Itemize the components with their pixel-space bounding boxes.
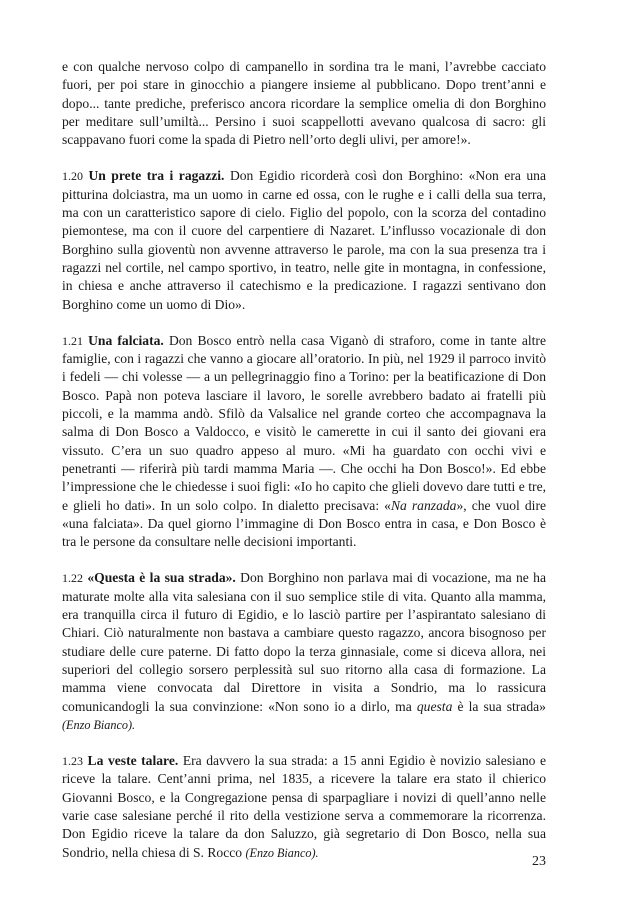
section-text-cont: è la sua strada» [452,698,546,714]
section-1-22 [62,569,546,734]
intro-paragraph: e con qualche nervoso colpo di campanello in sordina tra le mani, l’avrebbe cacciato fuori, per poi stare in ginocchio a piangere insieme al pubblicano. Dopo trent’anni e dopo... tante prediche, preferisco ancora ricordare la semplice omelia di don Borghino per meditare sull’umiltà... Persino i suoi scappellotti avevano qualcosa di sacro: gli scappavano fuori come la spada di Pietro nell’orto degli ulivi, per amore!». [62,59,546,148]
section-title: La veste talare. [87,753,179,769]
section-text: Don Bosco entrò nella casa Viganò di straforo, come in tante altre famiglie, con i ragazzi che vanno a giocare all’oratorio. In più, nel 1929 il parroco invitò i fedeli — chi volesse — a un pellegrinaggio fino a Torino: per la beatificazione di Don Bosco. Papà non poteva lasciare il lavoro, le sorelle avrebbero badato ai fratelli più piccoli, e la mamma andò. Sfilò da Valsalice nel grande corteo che accompagnava la salma di Don Bosco a Valdocco, e visitò le camerette in cui il santo dei giovani era vissuto. C’era un suo quadro appeso al muro. «Mi ha guardato con occhi vivi e penetranti — riferirà più tardi mamma Maria —. Che occhi ha Don Bosco!». Ed ebbe l’impressione che le chiedesse i suoi figli: «Io ho capito che glieli dovevo dare tutti e tre, e glieli ho dati». In un solo colpo. In dialetto precisava: « [62,332,546,513]
source-citation: (Enzo Bianco). [62,717,136,732]
section-number: 1.22 [62,571,83,586]
section-1-20 [62,167,546,313]
section-number: 1.23 [62,754,83,769]
section-text: Don Egidio ricorderà così don Borghino: «Non era una pitturina dolciastra, ma un uomo in carne ed ossa, con le rughe e i calli della sua terra, ma con un caratteristico sapore di cielo. Figlio del popolo, con la scorza del contadino piemontese, ma con il cuore del carpentiere di Nazaret. L’influsso vocazionale di don Borghino sulla gioventù non avvenne attraverso le parole, ma con la sua presenza tra i ragazzi nel cortile, nel campo sportivo, in teatro, nelle gite in montagna, in confessione, in chiesa e anche attraverso il catechismo e la predicazione. I ragazzi sentivano don Borghino come un uomo di Dio». [62,168,546,312]
page-number: 23 [532,854,546,869]
section-title: Un prete tra i ragazzi. [88,168,225,184]
section-text: Don Borghino non parlava mai di vocazione, ma ne ha maturate molte alla vita salesiana con il suo semplice stile di vita. Quanto alla mamma, era tranquilla circa il futuro di Egidio, e lo lasciò partire per l’aspirantato salesiano di Chiari. Ciò naturalmente non bastava a cambiare questo ragazzo, ancora bisognoso per studiare delle cure paterne. Di fatto dopo la terza ginnasiale, come si diceva allora, nei superiori del collegio sorsero perplessità sul suo ritorno alla casa di formazione. La mamma viene convocata dal Direttore in visita a Sondrio, ma lo rassicura comunicandogli la sua convinzione: «Non sono io a dirlo, ma [62,570,546,714]
section-text-cont: », che vuol dire «una falciata». Da quel giorno l’immagine di Don Bosco entra in casa, e Don Bosco è tra le persone da consultare nelle decisioni importanti. [62,497,547,550]
section-title: Una falciata. [88,332,164,348]
section-1-23 [62,752,546,862]
section-title: «Questa è la sua strada». [87,570,236,586]
source-citation: (Enzo Bianco). [245,845,319,860]
emphasis-word: questa [416,698,453,714]
section-text: Era davvero la sua strada: a 15 anni Egidio è novizio salesiano e riceve la talare. Cent’anni prima, nel 1835, a ricevere la talare era stato il chierico Giovanni Bosco, e la Congregazione pensa di sparpagliare i novizi di quell’anno nelle varie case salesiane perché il rito della vestizione serva a commemorare la ricorrenza. Don Egidio riceve la talare da don Saluzzo, già segretario di Don Bosco, nella sua Sondrio, nella chiesa di S. Rocco [62,753,546,860]
section-1-21 [62,332,546,552]
section-number: 1.20 [62,169,83,184]
page-body [62,58,546,880]
section-number: 1.21 [62,333,83,348]
dialect-phrase: Na ranzada [390,497,457,513]
